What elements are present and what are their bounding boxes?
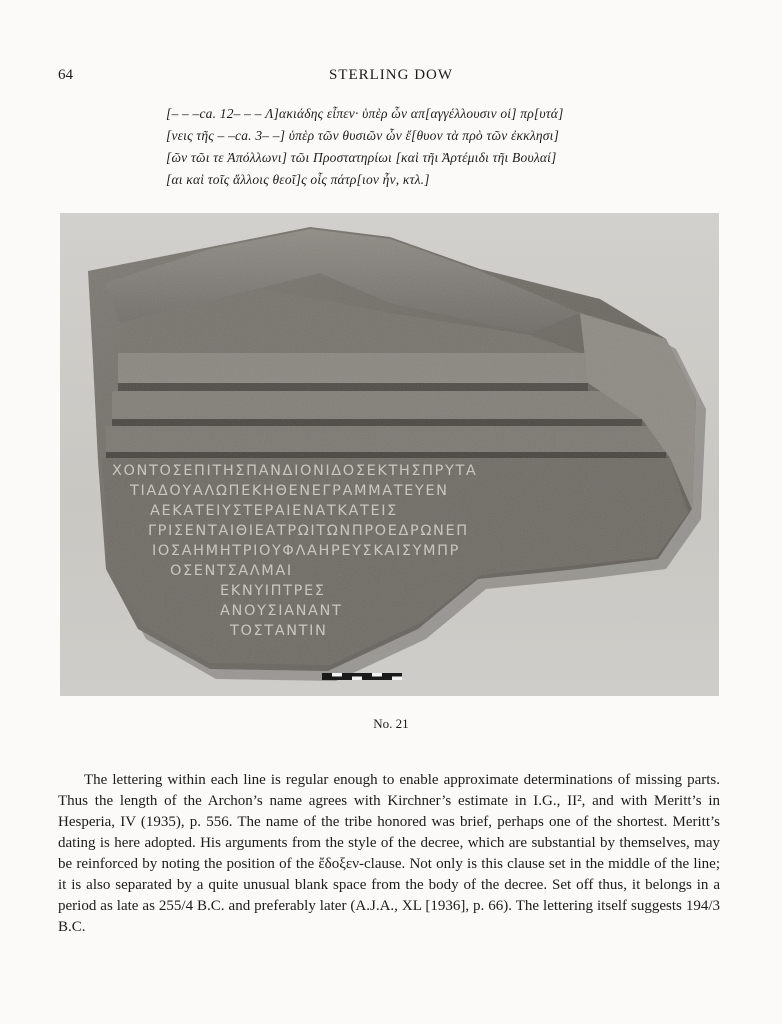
inscription-line: ΕΚΝΥΙΠΤΡΕΣ: [220, 583, 326, 599]
greek-line: [– – –ca. 12– – – Λ]ακιάδης εἶπεν· ὑπὲρ ὧν απ[αγγέλλουσιν οἱ] πρ[υτά]: [166, 106, 564, 121]
inscription-photo: [60, 213, 719, 696]
greek-line: [νεις τῆς – –ca. 3– –] ὑπὲρ τῶν θυσιῶν ὧν ἔ[θυον τὰ πρὸ τῶν ἐκκλησι]: [166, 128, 560, 143]
body-paragraph: The lettering within each line is regular enough to enable approximate determinations of missing parts. Thus the length of the Archon’s name agrees with Kirchner’s estimate in I.G., II², and with Meritt’s in Hesperia, IV (1935), p. 556. The name of the tribe honored was brief, perhaps one of the shortest. Meritt’s dating is here adopted. His arguments from the style of the decree, which are substantial by themselves, may be reinforced by noting the position of the ἔδοξεν-clause. Not only is this clause set in the middle of the line; it is also separated by a quite unusual blank space from the body of the decree. Set off thus, it belongs in a period as late as 255/4 B.C. and preferably later (A.J.A., XL [1936], p. 66). The lettering itself suggests 194/3 B.C.: [58, 772, 720, 935]
running-head: STERLING DOW: [328, 67, 454, 83]
inscription-line: ΑΝΟΥΣΙΑΝΑΝΤ: [220, 603, 343, 619]
greek-text-block: [166, 103, 666, 191]
body-text: [58, 770, 720, 938]
page-number: 64: [58, 67, 73, 83]
inscription-line: ΤΙΑΔΟΥΑΛΩΠΕΚΗΘΕΝΕΓΡΑΜΜΑΤΕΥΕΝ: [130, 483, 449, 499]
inscription-line: ΟΣΕΝΤΣΑΛΜΑΙ: [170, 563, 293, 579]
greek-line: [αι καὶ τοῖς ἄλλοις θεοῖ]ς οἷς πάτρ[ιον ἦν, κτλ.]: [166, 172, 430, 187]
inscription-line: ΙΟΣΑΗΜΗΤΡΙΟΥΦΛΑΗΡΕΥΣΚΑΙΣΥΜΠΡ: [152, 543, 460, 559]
inscription-line: ΤΟΣΤΑΝΤΙΝ: [230, 623, 328, 639]
figure-caption: No. 21: [373, 716, 409, 731]
greek-line: [ῶν τῶι τε Ἀπόλλωνι] τῶι Προστατηρίωι [καὶ τῆι Ἀρτέμιδι τῆι Βουλαί]: [166, 150, 557, 165]
stone-fragment-illustration: [60, 213, 719, 696]
inscription-line: ΧΟΝΤΟΣΕΠΙΤΗΣΠΑΝΔΙΟΝΙΔΟΣΕΚΤΗΣΠΡΥΤΑ: [112, 463, 478, 479]
inscription-line: ΑΕΚΑΤΕΙΥΣΤΕΡΑΙΕΝΑΤΚΑΤΕΙΣ: [150, 503, 398, 519]
scale-bar: [322, 673, 402, 680]
inscription-line: ΓΡΙΣΕΝΤΑΙΘΙΕΑΤΡΩΙΤΩΝΠΡΟΕΔΡΩΝΕΠ: [148, 523, 469, 539]
